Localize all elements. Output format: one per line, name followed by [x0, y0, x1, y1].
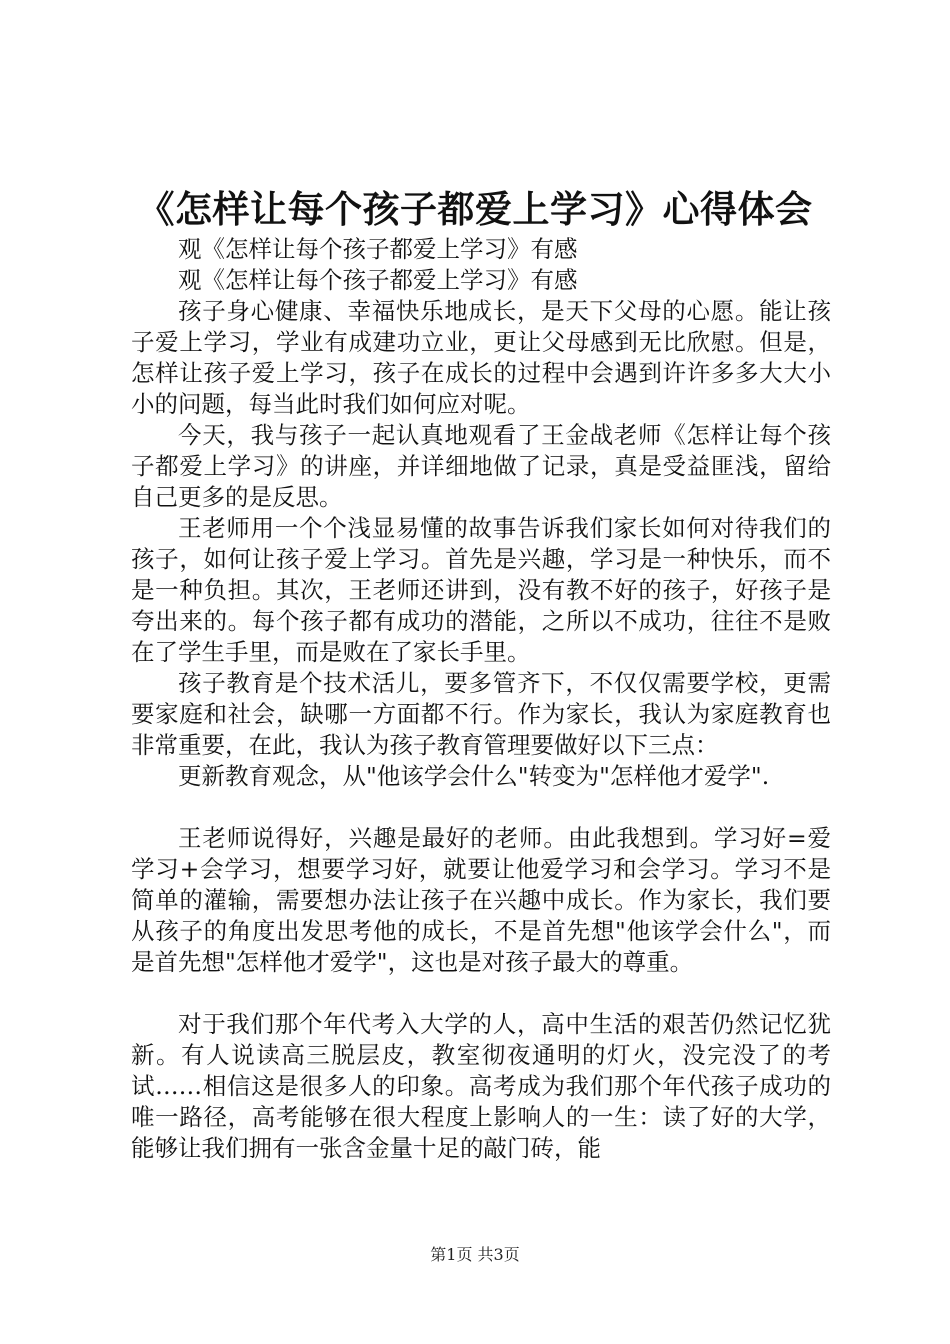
- body-paragraph: 王老师说得好，兴趣是最好的老师。由此我想到。学习好=爱学习+会学习，想要学习好，就要让他爱学习和会学习。学习不是简单的灌输，需要想办法让孩子在兴趣中成长。作为家长，我们要从孩子的角度出发思考他的成长，不是首先想"他该学会什么"，而是首先想"怎样他才爱学"，这也是对孩子最大的尊重。: [131, 824, 831, 976]
- subtitle-line: 观《怎样让每个孩子都爱上学习》有感: [178, 235, 578, 263]
- document-body: [131, 234, 831, 1164]
- page-number-footer: 第1页 共3页: [430, 1245, 520, 1264]
- document-title: 《怎样让每个孩子都爱上学习》心得体会: [137, 187, 813, 231]
- body-paragraph: 王老师用一个个浅显易懂的故事告诉我们家长如何对待我们的孩子，如何让孩子爱上学习。首先是兴趣，学习是一种快乐，而不是一种负担。其次，王老师还讲到，没有教不好的孩子，好孩子是夸出来的。每个孩子都有成功的潜能，之所以不成功，往往不是败在了学生手里，而是败在了家长手里。: [131, 514, 831, 666]
- body-paragraph: 对于我们那个年代考入大学的人，高中生活的艰苦仍然记忆犹新。有人说读高三脱层皮，教室彻夜通明的灯火，没完没了的考试……相信这是很多人的印象。高考成为我们那个年代孩子成功的唯一路径，高考能够在很大程度上影响人的一生：读了好的大学，能够让我们拥有一张含金量十足的敲门砖，能: [131, 1010, 831, 1162]
- body-paragraph: 孩子身心健康、幸福快乐地成长，是天下父母的心愿。能让孩子爱上学习，学业有成建功立业，更让父母感到无比欣慰。但是，怎样让孩子爱上学习，孩子在成长的过程中会遇到许许多多大大小小的问题，每当此时我们如何应对呢。: [131, 297, 831, 418]
- body-paragraph: 更新教育观念，从"他该学会什么"转变为"怎样他才爱学".: [178, 762, 770, 790]
- subtitle-line: 观《怎样让每个孩子都爱上学习》有感: [178, 266, 578, 294]
- body-paragraph: 今天，我与孩子一起认真地观看了王金战老师《怎样让每个孩子都爱上学习》的讲座，并详细地做了记录，真是受益匪浅，留给自己更多的是反思。: [131, 421, 831, 511]
- body-paragraph: 孩子教育是个技术活儿，要多管齐下，不仅仅需要学校，更需要家庭和社会，缺哪一方面都不行。作为家长，我认为家庭教育也非常重要，在此，我认为孩子教育管理要做好以下三点：: [131, 669, 831, 759]
